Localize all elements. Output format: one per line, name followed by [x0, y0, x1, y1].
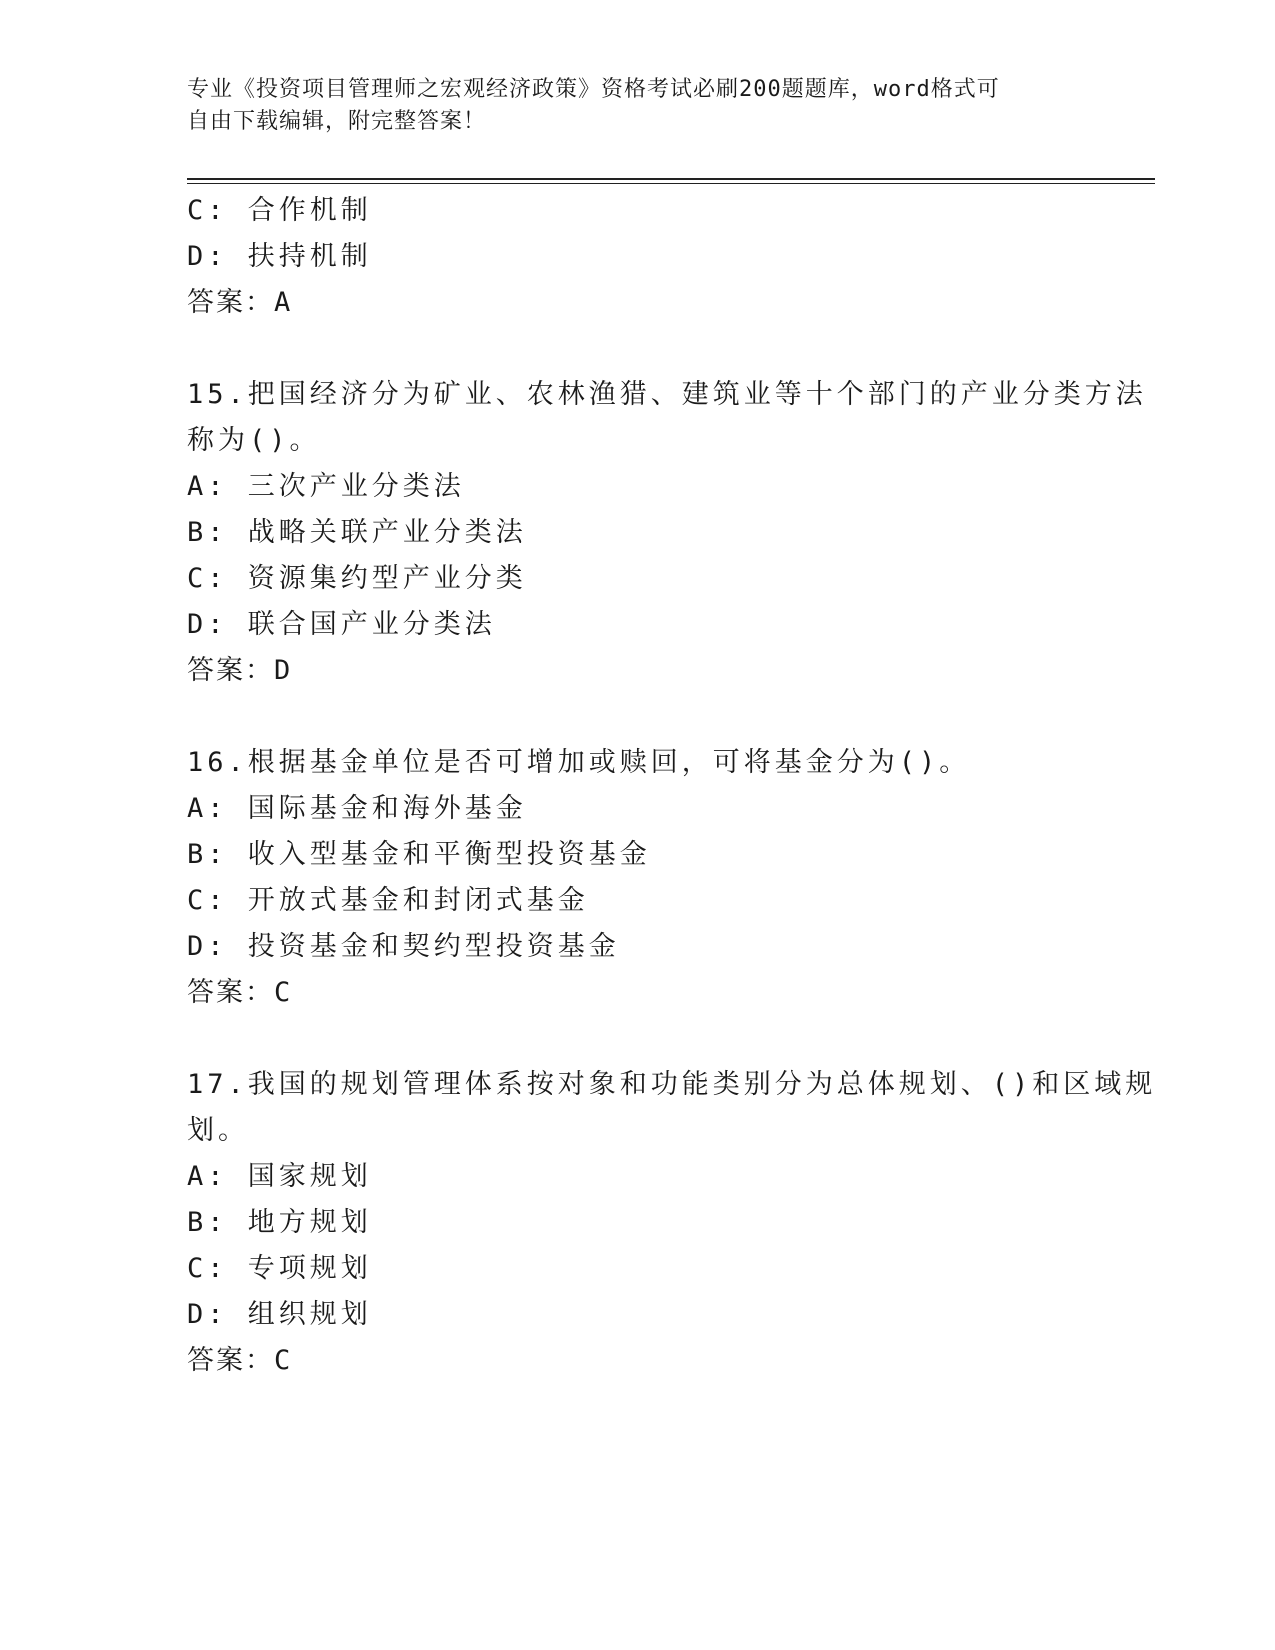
- header-line-2: 自由下载编辑，附完整答案！: [187, 109, 487, 134]
- option-d: D: 扶持机制: [187, 241, 372, 272]
- answer-row: [187, 970, 1087, 1016]
- answer-label: 答案：: [187, 977, 274, 1008]
- question-text-line-2: 称为()。: [187, 425, 321, 456]
- answer-row: [187, 648, 1087, 694]
- answer-label: 答案：: [187, 655, 274, 686]
- option-a: A: 国际基金和海外基金: [187, 793, 527, 824]
- option-b: B: 地方规划: [187, 1207, 372, 1238]
- spacer: [187, 1016, 1087, 1062]
- answer-label: 答案：: [187, 287, 274, 318]
- answer-row: [187, 280, 1087, 326]
- answer-label: 答案：: [187, 1345, 274, 1376]
- question-text-line-2: 划。: [187, 1115, 249, 1146]
- question-list: [187, 188, 1157, 1384]
- option-c: C: 合作机制: [187, 195, 372, 226]
- option-d: D: 投资基金和契约型投资基金: [187, 931, 620, 962]
- option-c: C: 资源集约型产业分类: [187, 563, 527, 594]
- answer-value: C: [274, 977, 295, 1008]
- option-b: B: 战略关联产业分类法: [187, 517, 527, 548]
- question-15: [187, 372, 1147, 694]
- question-16: [187, 740, 1087, 1016]
- spacer: [187, 694, 1087, 740]
- option-a: A: 三次产业分类法: [187, 471, 465, 502]
- answer-value: A: [274, 287, 295, 318]
- answer-value: D: [274, 655, 295, 686]
- option-c: C: 开放式基金和封闭式基金: [187, 885, 589, 916]
- prev-question-tail: [187, 188, 1087, 326]
- option-d: D: 组织规划: [187, 1299, 372, 1330]
- header-divider: [187, 178, 1155, 184]
- document-header: [187, 74, 1067, 138]
- question-text-line-1: 15.把国经济分为矿业、农林渔猎、建筑业等十个部门的产业分类方法: [187, 379, 1147, 410]
- option-a: A: 国家规划: [187, 1161, 372, 1192]
- answer-row: [187, 1338, 1087, 1384]
- option-c: C: 专项规划: [187, 1253, 372, 1284]
- option-b: B: 收入型基金和平衡型投资基金: [187, 839, 651, 870]
- option-d: D: 联合国产业分类法: [187, 609, 496, 640]
- spacer: [187, 326, 1087, 372]
- answer-value: C: [274, 1345, 295, 1376]
- question-text-line-1: 16.根据基金单位是否可增加或赎回，可将基金分为()。: [187, 747, 971, 778]
- question-17: [187, 1062, 1157, 1384]
- question-text-line-1: 17.我国的规划管理体系按对象和功能类别分为总体规划、()和区域规: [187, 1069, 1157, 1100]
- header-line-1: 专业《投资项目管理师之宏观经济政策》资格考试必刷200题题库，word格式可: [187, 77, 1000, 102]
